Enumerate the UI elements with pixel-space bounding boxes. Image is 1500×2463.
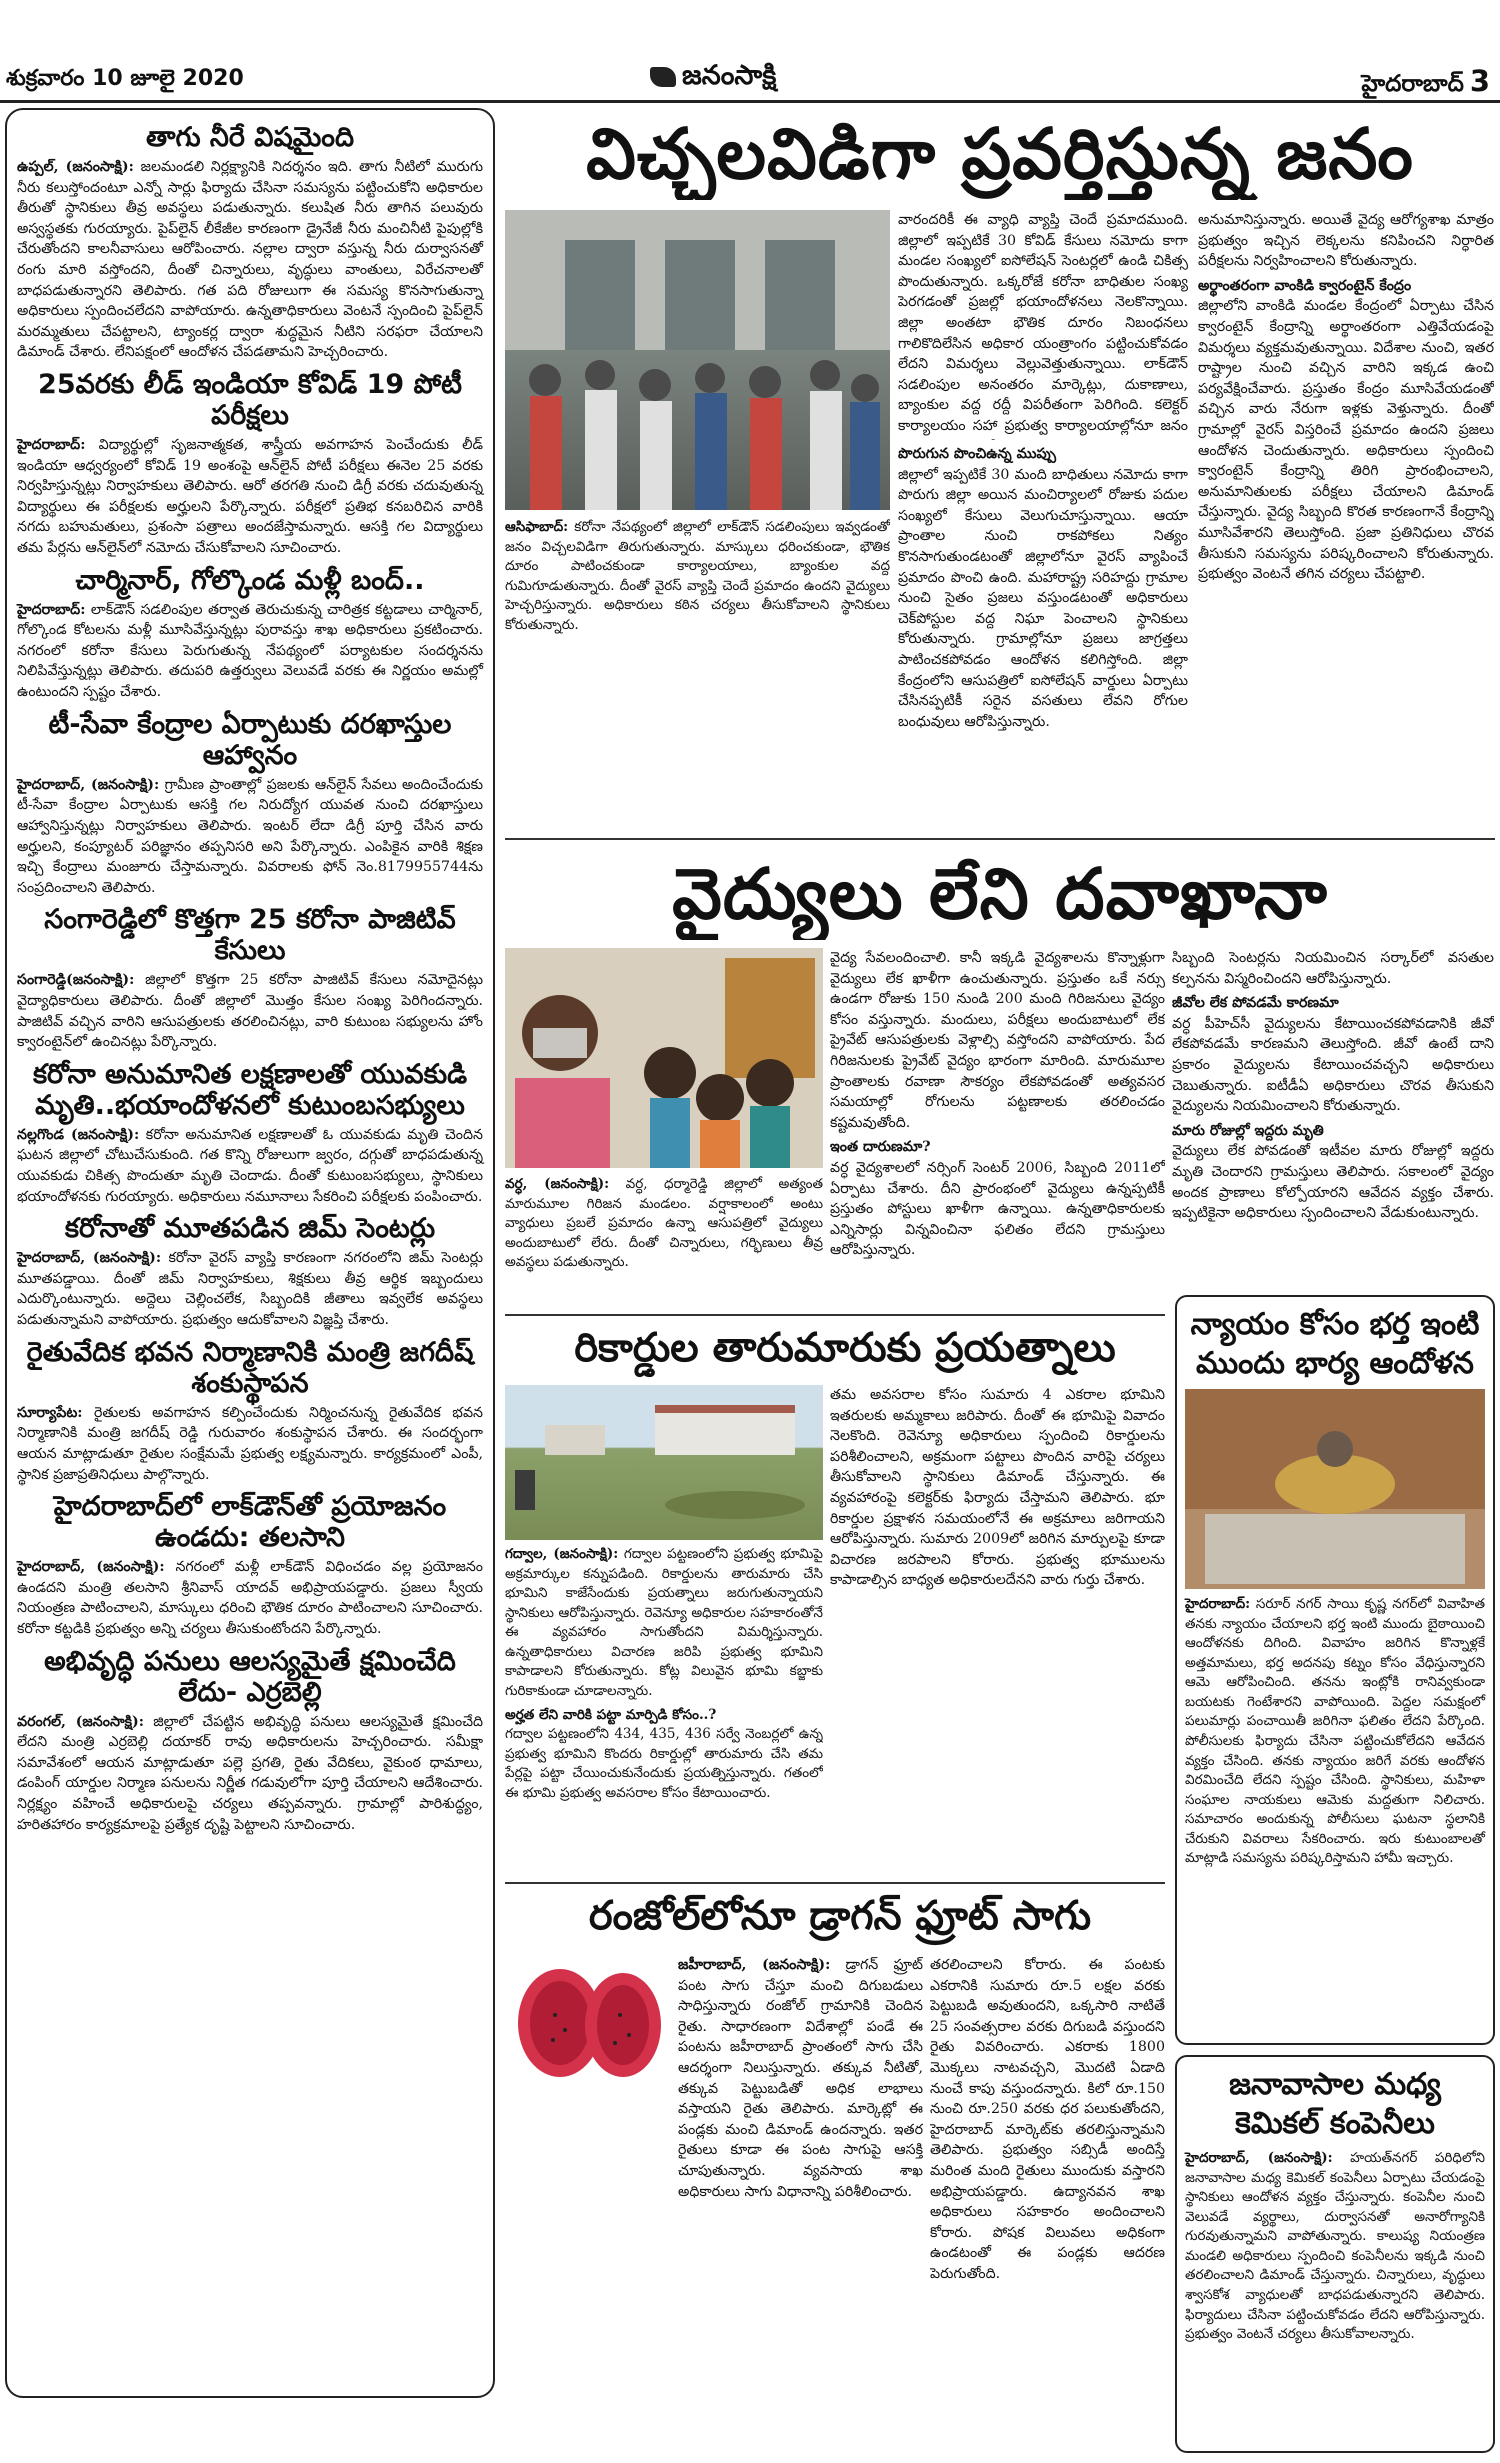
divider <box>505 838 1495 840</box>
news-headline: అభివృద్ధి పనులు ఆలస్యమైతే క్షమించేది లేదు- ఎర్రబెల్లి <box>44 1645 456 1708</box>
story6-headline: జనావాసాల మధ్య కెమికల్‌ కంపెనీలు <box>1229 2067 1441 2141</box>
story3-caption: గద్వాల, (జనంసాక్షి): గద్వాల పట్టణంలోని ప్రభుత్వ భూమిపై అక్రమార్కుల కన్నుపడింది. రికార్డులను తారుమారు చేసి భూమిని కాజేసేందుకు ప్రయత్నాలు జరుగుతున్నాయని స్థానికులు ఆరోపిస్తున్నారు. రెవెన్యూ అధికారుల సహకారంతోనే ఈ వ్యవహారం సాగుతోందని విమర్శిస్తున్నారు. ఉన్నతాధికారులు విచారణ జరిపి ప్రభుత్వ భూమిని కాపాడాలని కోరుతున్నారు. కోట్ల విలువైన భూమి కబ్జాకు గురికాకుండా చూడాలన్నారు. అర్హత లేని వారికి పట్టా మార్పిడి కోసం..? గద్వాల పట్టణంలోని 434, 435, 436 సర్వే నెంబర్లలో ఉన్న ప్రభుత్వ భూమిని కొందరు రికార్డుల్లో తారుమారు చేసి తమ పేర్లపై పట్టా చేయించుకునేందుకు ప్రయత్నిస్తున్నారు. గతంలో ఈ భూమి ప్రభుత్వ అవసరాల కోసం కేటాయించారు. <box>505 1546 823 1801</box>
news-body: హైదరాబాద్‌, (జనంసాక్షి): నగరంలో మళ్లీ లాక్‌డౌన్‌ విధించడం వల్ల ప్రయోజనం ఉండదని మంత్రి తలసాని శ్రీనివాస్‌ యాదవ్‌ అభిప్రాయపడ్డారు. ప్రజలు స్వీయ నియంత్రణ పాటించాలని, మాస్కులు ధరించి భౌతిక దూరం పాటించాలని సూచించారు. కరోనా కట్టడికి ప్రభుత్వం అన్ని చర్యలు తీసుకుంటోందని పేర్కొన్నారు. <box>17 1559 483 1638</box>
issue-date: శుక్రవారం 10 జూలై 2020 <box>6 66 244 91</box>
story5-photo <box>1185 1389 1485 1589</box>
land-photo-icon <box>505 1385 823 1540</box>
news-body: సంగారెడ్డి(జనంసాక్షి): జిల్లాలో కొత్తగా 25 కరోనా పాజిటివ్‌ కేసులు నమోదైనట్లు వైద్యాధికారులు తెలిపారు. దీంతో జిల్లాలో మొత్తం కేసుల సంఖ్య పెరిగిందన్నారు. పాజిటివ్‌ వచ్చిన వారిని ఆసుపత్రులకు తరలించినట్లు, వారి కుటుంబ సభ్యులను హోం క్వారంటైన్‌లో ఉంచినట్లు పేర్కొన్నారు. <box>17 972 484 1051</box>
story3-headline: రికార్డుల తారుమారుకు ప్రయత్నాలు <box>574 1325 1116 1371</box>
story3-subhead-1: అర్హత లేని వారికి పట్టా మార్పిడి కోసం..? <box>505 1706 717 1723</box>
news-body: సూర్యాపేట: రైతులకు అవగాహన కల్పించేందుకు నిర్మించనున్న రైతువేదిక భవన నిర్మాణానికి మంత్రి జగదీష్‌ రెడ్డి గురువారం శంకుస్థాపన చేశారు. ఈ సందర్భంగా ఆయన మాట్లాడుతూ రైతుల సంక్షేమమే ప్రభుత్వ లక్ష్యమన్నారు. కార్యక్రమంలో ఎంపీ, స్థానిక ప్రజాప్రతినిధులు పాల్గొన్నారు. <box>17 1404 483 1483</box>
news-body: నల్లగొండ (జనంసాక్షి): కరోనా అనుమానిత లక్షణాలతో ఓ యువకుడు మృతి చెందిన ఘటన జిల్లాలో చోటుచేసుకుంది. గత కొన్ని రోజులుగా జ్వరం, దగ్గుతో బాధపడుతున్న యువకుడు చికిత్స పొందుతూ మృతి చెందాడు. దీంతో కుటుంబసభ్యులు, స్థానికులు భయాందోళనకు గురయ్యారు. అధికారులు నమూనాలు సేకరించి పరీక్షలకు పంపించారు. <box>17 1126 483 1205</box>
story4-column-1: జహీరాబాద్‌, (జనంసాక్షి): డ్రాగన్‌ ఫ్రూట్‌ పంట సాగు చేస్తూ మంచి దిగుబడులు సాధిస్తున్నారు రంజోల్‌ గ్రామానికి చెందిన రైతు. సాధారణంగా విదేశాల్లో పండే ఈ పంటను జహీరాబాద్‌ ప్రాంతంలో సాగు చేసి ఆదర్శంగా నిలుస్తున్నారు. తక్కువ నీటితో, తక్కువ పెట్టుబడితో అధిక లాభాలు వస్తాయని రైతు తెలిపారు. మార్కెట్లో ఈ పండ్లకు మంచి డిమాండ్‌ ఉందన్నారు. ఇతర రైతులు కూడా ఈ పంట సాగుపై ఆసక్తి చూపుతున్నారు. వ్యవసాయ శాఖ అధికారులు సాగు విధానాన్ని పరిశీలించారు. <box>678 1957 923 2200</box>
story1-column-1: వారందరికీ ఈ వ్యాధి వ్యాప్తి చెందే ప్రమాదముంది. జిల్లాలో ఇప్పటికే 30 కోవిడ్‌ కేసులు నమోదు కాగా మండల సంఖ్యలో ఐసోలేషన్‌ సెంటర్లలో ఉండి చికిత్స పొందుతున్నారు. ఒక్కరోజే కరోనా బాధితుల సంఖ్య పెరగడంతో ప్రజల్లో భయాందోళనలు నెలకొన్నాయి. జిల్లా అంతటా భౌతిక దూరం నిబంధనలు గాలికొదిలేసిన అధికార యంత్రాంగం పట్టించుకోవడం లేదని విమర్శలు వెల్లువెత్తుతున్నాయి. లాక్‌డౌన్‌ సడలింపుల అనంతరం మార్కెట్లు, దుకాణాలు, బ్యాంకుల వద్ద రద్దీ విపరీతంగా పెరిగింది. కలెక్టర్‌ కార్యాలయం సహా ప్రభుత్వ కార్యాలయాల్లోనూ జనం <box>898 212 1188 434</box>
left-news-column <box>5 108 495 2398</box>
news-body: హైదరాబాద్‌: లాక్‌డౌన్‌ సడలింపుల తర్వాత తెరుచుకున్న చారిత్రక కట్టడాలు చార్మినార్‌, గోల్కొండ కోటలను మళ్లీ మూసివేస్తున్నట్లు పురావస్తు శాఖ అధికారులు ప్రకటించారు. నగరంలో కరోనా కేసులు పెరుగుతున్న నేపథ్యంలో పర్యాటకుల సందర్శనను నిలిపివేస్తున్నట్లు తెలిపారు. తదుపరి ఉత్తర్వులు వెలువడే వరకు ఈ నిర్ణయం అమల్లో ఉంటుందని స్పష్టం చేశారు. <box>17 601 483 701</box>
news-headline: కరోనాతో మూతపడిన జిమ్‌ సెంటర్లు <box>64 1213 436 1245</box>
story3-column-1: తమ అవసరాల కోసం సుమారు 4 ఎకరాల భూమిని ఇతరులకు అమ్మకాలు జరిపారు. దీంతో ఈ భూమిపై వివాదం నెలకొంది. రెవెన్యూ అధికారులు స్పందించి రికార్డులను పరిశీలించాలని, అక్రమంగా పట్టాలు పొందిన వారిపై చర్యలు తీసుకోవాలని స్థానికులు డిమాండ్‌ చేస్తున్నారు. ఈ వ్యవహారంపై కలెక్టర్‌కు ఫిర్యాదు చేస్తామని తెలిపారు. భూ రికార్డుల ప్రక్షాళన సమయంలోనే ఈ అక్రమాలు జరిగాయని ఆరోపిస్తున్నారు. సుమారు 2009లో జరిగిన మార్పులపై కూడా విచారణ జరపాలని కోరారు. ప్రభుత్వ భూములను కాపాడాల్సిన బాధ్యత అధికారులదేనని వారు గుర్తు చేశారు. <box>830 1387 1165 1589</box>
news-item <box>17 122 483 363</box>
story4-column-2: తరలించాలని కోరారు. ఈ పంటకు ఎకరానికి సుమారు రూ.5 లక్షల వరకు పెట్టుబడి అవుతుందని, ఒక్కసారి నాటితే 25 సంవత్సరాల వరకు దిగుబడి వస్తుందని రైతు వివరించారు. ఎకరాకు 1800 మొక్కలు నాటవచ్చని, మొదటి ఏడాది నుంచే కాపు వస్తుందన్నారు. కిలో రూ.150 నుంచి రూ.250 వరకు ధర పలుకుతోందని, హైదరాబాద్‌ మార్కెట్‌కు తరలిస్తున్నామని తెలిపారు. ప్రభుత్వం సబ్సిడీ అందిస్తే మరింత మంది రైతులు ముందుకు వస్తారని అభిప్రాయపడ్డారు. ఉద్యానవన శాఖ అధికారులు సహకారం అందించాలని కోరారు. పోషక విలువలు అధికంగా ఉండటంతో ఈ పండ్లకు ఆదరణ పెరుగుతోంది. <box>930 1957 1165 2282</box>
news-headline: సంగారెడ్డిలో కొత్తగా 25 కరోనా పాజిటివ్‌ కేసులు <box>44 904 456 967</box>
story2-headline: వైద్యులు లేని దవాఖానా <box>672 853 1328 935</box>
news-body: ఉప్పల్‌, (జనంసాక్షి): జలమండలి నిర్లక్ష్యానికి నిదర్శనం ఇది. తాగు నీటిలో మురుగు నీరు కలుస్తోందంటూ ఎన్నో సార్లు ఫిర్యాదు చేసినా సమస్యను పట్టించుకోని అధికారుల తీరుతో స్థానికులు తీవ్ర అవస్థలు పడుతున్నారు. కలుషిత నీరు తాగిన పలువురు అస్వస్థతకు గురయ్యారు. పైప్‌లైన్‌ లీకేజీల కారణంగా డ్రైనేజీ నీరు మంచినీటి పైపుల్లోకి చేరుతోందని కాలనీవాసులు ఆరోపించారు. నల్లాల ద్వారా వస్తున్న నీరు దుర్వాసనతో రంగు మారి వస్తోందని, దీంతో చిన్నారులు, వృద్ధులు వాంతులు, విరేచనాలతో బాధపడుతున్నారని తెలిపారు. గత పది రోజులుగా ఈ సమస్య కొనసాగుతున్నా అధికారులు స్పందించలేదని వాపోయారు. ఉన్నతాధికారులు వెంటనే స్పందించి పైప్‌లైన్‌ మరమ్మతులు చేపట్టాలని, ట్యాంకర్ల ద్వారా శుద్ధమైన నీటిని సరఫరా చేయాలని డిమాండ్‌ చేశారు. లేనిపక్షంలో ఆందోళన చేపడతామని హెచ్చరించారు. <box>17 159 484 361</box>
masthead-title: జనంసాక్షి <box>682 60 777 91</box>
news-item <box>17 1646 483 1836</box>
news-body: హైదరాబాద్‌: విద్యార్థుల్లో సృజనాత్మకత, శాస్త్రీయ అవగాహన పెంచేందుకు లీడ్‌ ఇండియా ఆధ్వర్యంలో కోవిడ్‌ 19 అంశంపై ఆన్‌లైన్‌ పోటీ పరీక్షలు ఈనెల 25 వరకు నిర్వహిస్తున్నట్లు నిర్వాహకులు తెలిపారు. ఆరో తరగతి నుంచి డిగ్రీ వరకు చదువుతున్న విద్యార్థులు ఈ పరీక్షలకు అర్హులని పేర్కొన్నారు. పరీక్షలో ప్రతిభ కనబరిచిన వారికి నగదు బహుమతులు, ప్రశంసా పత్రాలు అందజేస్తామన్నారు. ఆసక్తి గల విద్యార్థులు తమ పేర్లను ఆన్‌లైన్‌లో నమోదు చేసుకోవాలని సూచించారు. <box>17 437 484 557</box>
news-headline: టీ-సేవా కేంద్రాల ఏర్పాటుకు దరఖాస్తుల ఆహ్వానం <box>48 708 452 771</box>
story2-column-1: వైద్య సేవలందించాలి. కానీ ఇక్కడి వైద్యశాలను కొన్నాళ్లుగా వైద్యులు లేక ఖాళీగా ఉంచుతున్నారు. ప్రస్తుతం ఒకే నర్సు ఉండగా రోజుకు 150 నుండి 200 మంది గిరిజనులు వైద్యం కోసం వస్తున్నారు. మందులు, పరీక్షలు అందుబాటులో లేక ప్రైవేట్‌ ఆసుపత్రులకు వెళ్లాల్సి వస్తోందని వాపోయారు. పేద గిరిజనులకు ప్రైవేట్‌ వైద్యం భారంగా మారింది. మారుమూల ప్రాంతాలకు రవాణా సౌకర్యం లేకపోవడంతో అత్యవసర సమయాల్లో రోగులను పట్టణాలకు తరలించడం కష్టమవుతోంది. ఇంత దారుణమా? వర్ధ వైద్యశాలలో నర్సింగ్‌ సెంటర్‌ 2006, సిబ్బంది 2011లో ఏర్పాటు చేశారు. దీని ప్రారంభంలో వైద్యులు ఉన్నప్పటికీ ప్రస్తుతం పోస్టులు ఖాళీగా ఉన్నాయి. ఉన్నతాధికారులకు ఎన్నిసార్లు విన్నవించినా ఫలితం లేదని గ్రామస్తులు ఆరోపిస్తున్నారు. <box>830 950 1165 1259</box>
divider <box>505 1882 1165 1884</box>
news-body: వరంగల్‌, (జనంసాక్షి): జిల్లాలో చేపట్టిన అభివృద్ధి పనులు ఆలస్యమైతే క్షమించేది లేదని మంత్రి ఎర్రబెల్లి దయాకర్‌ రావు అధికారులను హెచ్చరించారు. సమీక్షా సమావేశంలో ఆయన మాట్లాడుతూ పల్లె ప్రగతి, రైతు వేదికలు, వైకుంఠ ధామాలు, డంపింగ్‌ యార్డుల నిర్మాణ పనులను నిర్ణీత గడువులోగా పూర్తి చేయాలని ఆదేశించారు. నిర్లక్ష్యం వహించే అధికారులపై చర్యలు తప్పవన్నారు. గ్రామాల్లో పారిశుద్ధ్యం, హరితహారం కార్యక్రమాలపై ప్రత్యేక దృష్టి పెట్టాలని సూచించారు. <box>17 1713 483 1833</box>
story1-column-2: పొరుగున పొంచిఉన్న ముప్పు జిల్లాలో ఇప్పటికే 30 మంది బాధితులు నమోదు కాగా పొరుగు జిల్లా అయిన మంచిర్యాలలో రోజుకు పదుల సంఖ్యలో కేసులు వెలుగుచూస్తున్నాయి. ఆయా ప్రాంతాల నుంచి రాకపోకలు నిత్యం కొనసాగుతుండటంతో జిల్లాలోనూ వైరస్‌ వ్యాపించే ప్రమాదం పొంచి ఉంది. మహారాష్ట్ర సరిహద్దు గ్రామాల నుంచి సైతం ప్రజలు వస్తుండటంతో అధికారులు చెక్‌పోస్టుల వద్ద నిఘా పెంచాలని స్థానికులు కోరుతున్నారు. గ్రామాల్లోనూ ప్రజలు జాగ్రత్తలు పాటించకపోవడం ఆందోళన కలిగిస్తోంది. జిల్లా కేంద్రంలోని ఆసుపత్రిలో ఐసోలేషన్‌ వార్డులు ఏర్పాటు చేసినప్పటికీ సరైన వసతులు లేవని రోగుల బంధువులు ఆరోపిస్తున్నారు. <box>898 446 1188 730</box>
news-item <box>17 565 483 703</box>
protest-photo-icon <box>1185 1389 1485 1589</box>
news-item <box>17 1337 483 1485</box>
story1-column-3: అనుమానిస్తున్నారు. అయితే వైద్య ఆరోగ్యశాఖ మాత్రం ప్రభుత్వం ఇచ్చిన లెక్కలను కనిపించని నిర్ధారిత పరీక్షలను నిర్వహించాలని కోరుతున్నారు. అర్థాంతరంగా వాంకిడి క్వారంటైన్‌ కేంద్రం జిల్లాలోని వాంకిడి మండల కేంద్రంలో ఏర్పాటు చేసిన క్వారంటైన్‌ కేంద్రాన్ని అర్థాంతరంగా ఎత్తివేయడంపై విమర్శలు వ్యక్తమవుతున్నాయి. విదేశాల నుంచి, ఇతర రాష్ట్రాల నుంచి వచ్చిన వారిని ఇక్కడ ఉంచి పర్యవేక్షించేవారు. ప్రస్తుతం కేంద్రం మూసివేయడంతో వచ్చిన వారు నేరుగా ఇళ్లకు వెళ్తున్నారు. దీంతో గ్రామాల్లో వైరస్‌ విస్తరించే ప్రమాదం ఉందని ప్రజలు ఆందోళన చెందుతున్నారు. అధికారులు స్పందించి క్వారంటైన్‌ కేంద్రాన్ని తిరిగి ప్రారంభించాలని, అనుమానితులకు పరీక్షలు చేయాలని డిమాండ్‌ చేస్తున్నారు. వైద్య సిబ్బంది కొరత కారణంగానే కేంద్రాన్ని మూసివేశారని తెలుస్తోంది. ప్రజా ప్రతినిధులు చొరవ తీసుకుని సమస్యను పరిష్కరించాలని కోరుతున్నారు. ప్రభుత్వం వెంటనే తగిన చర్యలు చేపట్టాలి. <box>1198 212 1494 583</box>
story1-caption: ఆసిఫాబాద్‌: కరోనా నేపథ్యంలో జిల్లాలో లాక్‌డౌన్‌ సడలింపులు ఇవ్వడంతో జనం విచ్చలవిడిగా తిరుగుతున్నారు. మాస్కులు ధరించకుండా, భౌతిక దూరం పాటించకుండా కార్యాలయాలు, బ్యాంకుల వద్ద గుమిగూడుతున్నారు. దీంతో వైరస్‌ వ్యాప్తి చెందే ప్రమాదం ఉందని వైద్యులు హెచ్చరిస్తున్నారు. అధికారులు కఠిన చర్యలు తీసుకోవాలని స్థానికులు కోరుతున్నారు. <box>505 519 890 633</box>
news-item <box>17 709 483 899</box>
story6-box <box>1175 2055 1495 2453</box>
news-headline: చార్మినార్‌, గోల్కొండ మళ్లీ బంద్‌.. <box>75 564 425 596</box>
news-item <box>17 369 483 559</box>
story1-headline: విచ్చలవిడిగా ప్రవర్తిస్తున్న జనం <box>586 113 1414 195</box>
story2-column-2: సిబ్బంది సెంటర్లను నియమించిన సర్కార్‌లో వసతుల కల్పనను విస్మరించిందని ఆరోపిస్తున్నారు. జీవోల లేక పోవడమే కారణమా వర్ధ పీహెచ్‌సీ వైద్యులను కేటాయించకపోవడానికి జీవో లేకపోవడమే కారణమని తెలుస్తోంది. జీవో ఉంటే దాని ప్రకారం వైద్యులను కేటాయించవచ్చని అధికారులు చెబుతున్నారు. ఐటీడీఏ అధికారులు చొరవ తీసుకుని వైద్యులను నియమించాలని కోరుతున్నారు. మారు రోజుల్లో ఇద్దరు మృతి వైద్యులు లేక పోవడంతో ఇటీవల మారు రోజుల్లో ఇద్దరు మృతి చెందారని గ్రామస్తులు తెలిపారు. సకాలంలో వైద్యం అందక ప్రాణాలు కోల్పోయారని ఆవేదన వ్యక్తం చేశారు. ఇప్పటికైనా అధికారులు స్పందించాలని వేడుకుంటున్నారు. <box>1172 950 1494 1222</box>
story1-photo <box>505 210 890 510</box>
news-headline: తాగు నీరే విషమైంది <box>145 122 355 153</box>
story2-photo <box>505 948 823 1168</box>
news-item <box>17 1491 483 1639</box>
edition-city: హైదరాబాద్ <box>1361 71 1464 97</box>
news-headline: కరోనా అనుమానిత లక్షణాలతో యువకుడి మృతి..భయాందోళనలో కుటుంబసభ్యులు <box>32 1058 468 1121</box>
story2-subhead-2: జీవోల లేక పోవడమే కారణమా <box>1172 995 1339 1012</box>
news-body: హైదరాబాద్‌, (జనంసాక్షి): కరోనా వైరస్‌ వ్యాప్తి కారణంగా నగరంలోని జిమ్‌ సెంటర్లు మూతపడ్డాయి. దీంతో జిమ్‌ నిర్వాహకులు, శిక్షకులు తీవ్ర ఆర్థిక ఇబ్బందులు ఎదుర్కొంటున్నారు. అద్దెలు చెల్లించలేక, సిబ్బందికి జీతాలు ఇవ్వలేక అవస్థలు పడుతున్నామని వాపోయారు. ప్రభుత్వం ఆదుకోవాలని విజ్ఞప్తి చేశారు. <box>17 1250 483 1329</box>
masthead-logo-icon <box>650 67 676 87</box>
page-number: 3 <box>1469 64 1490 98</box>
masthead <box>650 60 776 98</box>
dragon-fruit-icon <box>505 1955 670 2085</box>
news-item <box>17 904 483 1052</box>
children-photo-icon <box>505 948 823 1168</box>
divider <box>505 1314 1165 1316</box>
story2-subhead-1: ఇంత దారుణమా? <box>830 1139 931 1156</box>
story1-subhead-2: అర్థాంతరంగా వాంకిడి క్వారంటైన్‌ కేంద్రం <box>1198 277 1412 294</box>
news-item <box>17 1213 483 1330</box>
edition-info <box>1361 64 1490 103</box>
story2-subhead-3: మారు రోజుల్లో ఇద్దరు మృతి <box>1172 1122 1324 1139</box>
news-body: హైదరాబాద్‌, (జనంసాక్షి): గ్రామీణ ప్రాంతాల్లో ప్రజలకు ఆన్‌లైన్‌ సేవలు అందించేందుకు టీ-సేవా కేంద్రాల ఏర్పాటుకు ఆసక్తి గల నిరుద్యోగ యువత నుంచి దరఖాస్తులు ఆహ్వానిస్తున్నట్లు నిర్వాహకులు తెలిపారు. ఇంటర్‌ లేదా డిగ్రీ పూర్తి చేసిన వారు అర్హులని, కంప్యూటర్‌ పరిజ్ఞానం తప్పనిసరి అని పేర్కొన్నారు. ఎంపికైన వారికి శిక్షణ ఇచ్చి కేంద్రాలు మంజూరు చేస్తామన్నారు. వివరాలకు ఫోన్‌ నెం.8179955744ను సంప్రదించాలని తెలిపారు. <box>17 776 483 896</box>
story3-photo <box>505 1385 823 1540</box>
story1-subhead-1: పొరుగున పొంచిఉన్న ముప్పు <box>898 446 1056 462</box>
story5-body: హైదరాబాద్‌: సరూర్‌ నగర్‌ సాయి కృష్ణ నగర్‌లో వివాహిత తనకు న్యాయం చేయాలని భర్త ఇంటి ముందు బైఠాయించి ఆందోళనకు దిగింది. వివాహం జరిగిన కొన్నాళ్లకే అత్తమామలు, భర్త అదనపు కట్నం కోసం వేధిస్తున్నారని ఆమె ఆరోపించింది. తనను ఇంట్లోకి రానివ్వకుండా బయటకు గెంటేశారని వాపోయింది. పెద్దల సమక్షంలో పలుమార్లు పంచాయితీ జరిగినా ఫలితం లేదని పేర్కొంది. పోలీసులకు ఫిర్యాదు చేసినా పట్టించుకోలేదని ఆవేదన వ్యక్తం చేసింది. తనకు న్యాయం జరిగే వరకు ఆందోళన విరమించేది లేదని స్పష్టం చేసింది. స్థానికులు, మహిళా సంఘాల నాయకులు ఆమెకు మద్దతుగా నిలిచారు. సమాచారం అందుకున్న పోలీసులు ఘటనా స్థలానికి చేరుకుని వివరాలు సేకరించారు. ఇరు కుటుంబాలతో మాట్లాడి సమస్యను పరిష్కరిస్తామని హామీ ఇచ్చారు. <box>1185 1596 1485 1867</box>
page-header <box>0 0 1500 100</box>
news-headline: 25వరకు లీడ్‌ ఇండియా కోవిడ్‌ 19 పోటీ పరీక్షలు <box>38 368 462 432</box>
news-item <box>17 1059 483 1207</box>
story2-caption: వర్ధ, (జనంసాక్షి): వర్ధ, ధర్మారెడ్డి జిల్లాలో అత్యంత మారుమూల గిరిజన మండలం. వర్షాకాలంలో అంటు వ్యాధులు ప్రబలే ప్రమాదం ఉన్నా ఆసుపత్రిలో వైద్యులు అందుబాటులో లేరు. దీంతో చిన్నారులు, గర్భిణులు తీవ్ర అవస్థలు పడుతున్నారు. <box>505 1176 823 1271</box>
story5-box <box>1175 1295 1495 2045</box>
header-rule <box>0 100 1500 103</box>
story4-photo <box>505 1955 670 2085</box>
news-headline: హైదరాబాద్‌లో లాక్‌డౌన్‌తో ప్రయోజనం ఉండదు: తలసాని <box>53 1491 447 1554</box>
story6-body: హైదరాబాద్‌, (జనంసాక్షి): హయత్‌నగర్‌ పరిధిలోని జనావాసాల మధ్య కెమికల్‌ కంపెనీలు ఏర్పాటు చేయడంపై స్థానికులు ఆందోళన వ్యక్తం చేస్తున్నారు. కంపెనీల నుంచి వెలువడే వ్యర్థాలు, దుర్వాసనతో అనారోగ్యానికి గురవుతున్నామని వాపోతున్నారు. కాలుష్య నియంత్రణ మండలి అధికారులు స్పందించి కంపెనీలను ఇక్కడి నుంచి తరలించాలని డిమాండ్‌ చేస్తున్నారు. చిన్నారులు, వృద్ధులు శ్వాసకోశ వ్యాధులతో బాధపడుతున్నారని తెలిపారు. ఫిర్యాదులు చేసినా పట్టించుకోవడం లేదని ఆరోపిస్తున్నారు. ప్రభుత్వం వెంటనే చర్యలు తీసుకోవాలన్నారు. <box>1185 2150 1485 2343</box>
story4-headline: రంజోల్‌లోనూ డ్రాగన్‌ ఫ్రూట్‌ సాగు <box>588 1893 1092 1939</box>
crowd-photo-icon <box>505 210 890 510</box>
news-headline: రైతువేదిక భవన నిర్మాణానికి మంత్రి జగదీష్‌ శంకుస్థాపన <box>26 1336 474 1399</box>
story5-headline: న్యాయం కోసం భర్త ఇంటి ముందు భార్య ఆందోళన <box>1190 1307 1480 1381</box>
